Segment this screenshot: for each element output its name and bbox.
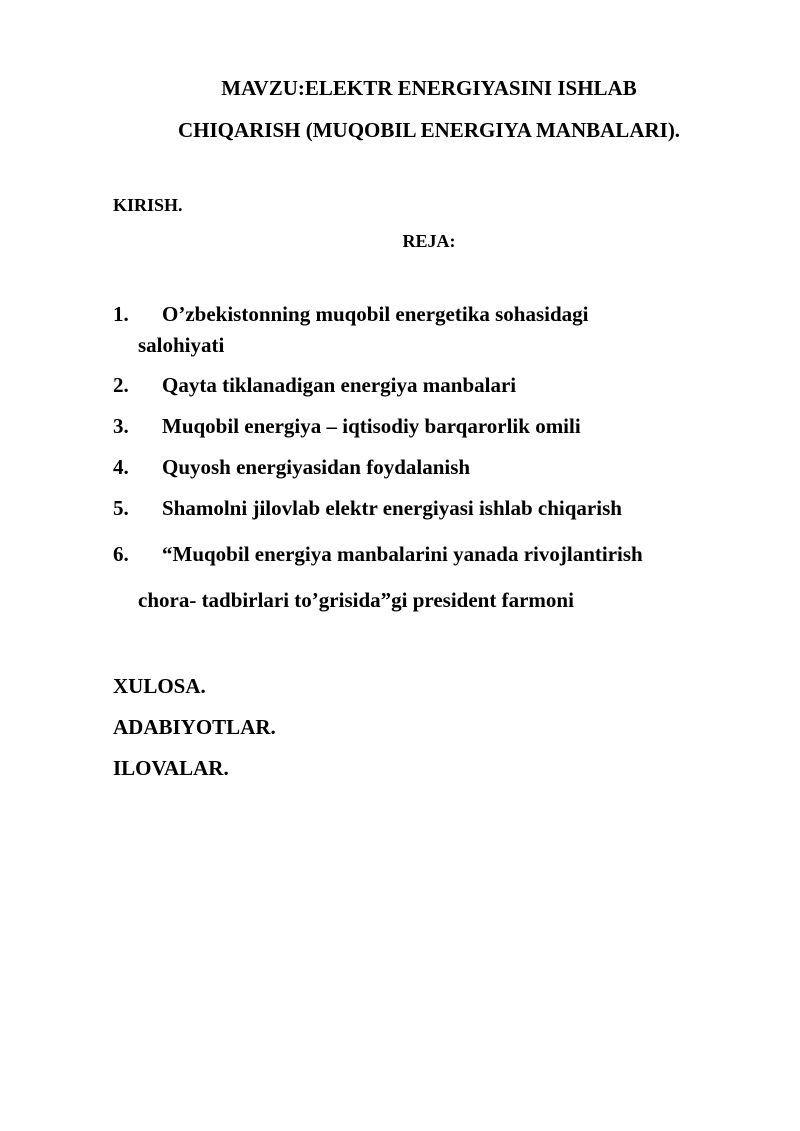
plan-item-number: 4.: [113, 455, 129, 479]
plan-item-number: 6.: [113, 542, 129, 566]
plan-item-number: 1.: [113, 302, 129, 326]
plan-item-text: O’zbekistonning muqobil energetika sohasidagi: [162, 302, 589, 326]
plan-item-text: Qayta tiklanadigan energiya manbalari: [162, 373, 517, 397]
plan-item-number: 2.: [113, 373, 129, 397]
plan-item-number: 3.: [113, 414, 129, 438]
plan-item-continuation: chora- tadbirlari to’grisida”gi president farmoni: [138, 588, 574, 612]
appendices-heading: ILOVALAR.: [113, 756, 229, 780]
document-title-line-1: MAVZU:ELEKTR ENERGIYASINI ISHLAB: [221, 76, 637, 100]
plan-item-text: Shamolni jilovlab elektr energiyasi ishlab chiqarish: [162, 496, 622, 520]
intro-heading: KIRISH.: [113, 195, 183, 215]
plan-item-text: Quyosh energiyasidan foydalanish: [162, 455, 471, 479]
plan-item-text: Muqobil energiya – iqtisodiy barqarorlik omili: [162, 414, 581, 438]
plan-item-continuation: salohiyati: [138, 333, 225, 357]
plan-item-number: 5.: [113, 496, 129, 520]
plan-heading: REJA:: [402, 231, 456, 251]
document-title-line-2: CHIQARISH (MUQOBIL ENERGIYA MANBALARI).: [177, 118, 681, 142]
bibliography-heading: ADABIYOTLAR.: [113, 715, 276, 739]
conclusion-heading: XULOSA.: [113, 674, 206, 698]
plan-item-text: “Muqobil energiya manbalarini yanada rivojlantirish: [162, 542, 643, 566]
